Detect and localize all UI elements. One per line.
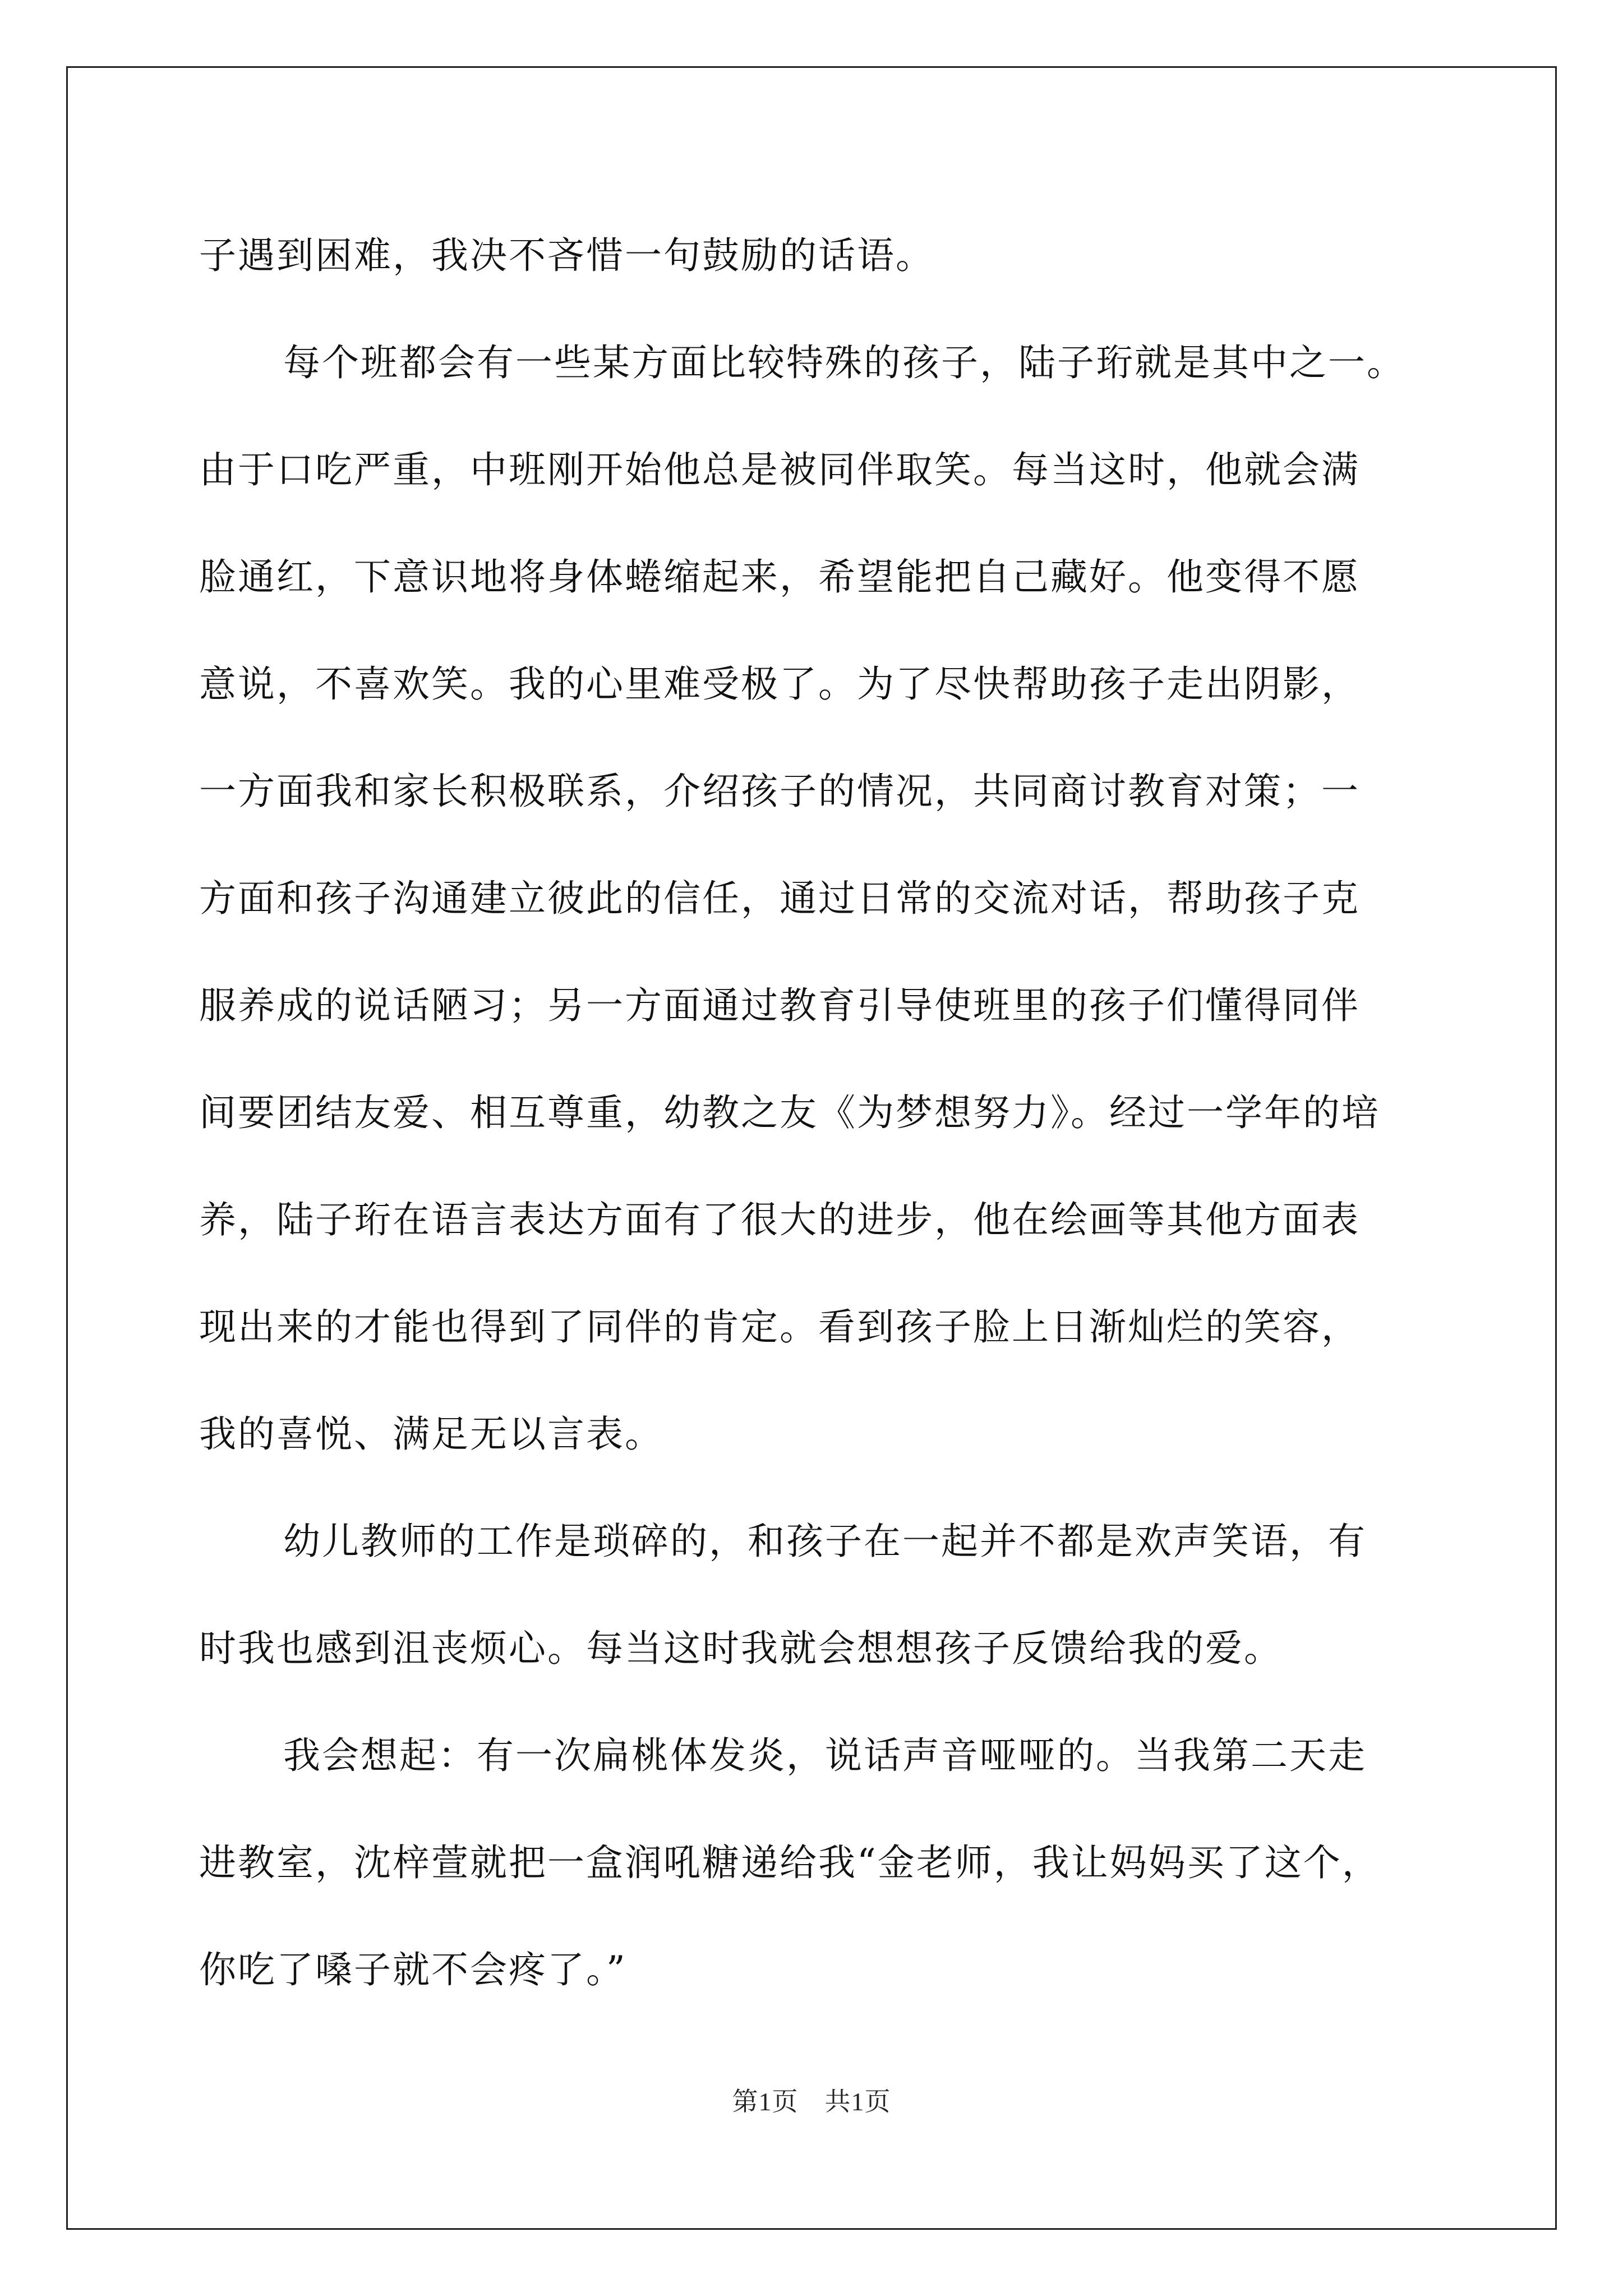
text-line: 方面和孩子沟通建立彼此的信任，通过日常的交流对话，帮助孩子克 <box>199 877 1360 920</box>
text-line: 意说，不喜欢笑。我的心里难受极了。为了尽快帮助孩子走出阴影， <box>199 662 1360 706</box>
text-line: 服养成的说话陋习；另一方面通过教育引导使班里的孩子们懂得同伴 <box>199 984 1360 1027</box>
text-line: 间要团结友爱、相互尊重，幼教之友《为梦想努力》。经过一学年的培 <box>199 1091 1380 1134</box>
text-line: 你吃了嗓子就不会疼了。” <box>199 1948 627 1991</box>
text-line: 我的喜悦、满足无以言表。 <box>199 1412 663 1456</box>
text-line: 子遇到困难，我决不吝惜一句鼓励的话语。 <box>199 234 934 277</box>
text-line: 脸通红，下意识地将身体蜷缩起来，希望能把自己藏好。他变得不愿 <box>199 555 1360 599</box>
text-line: 我会想起：有一次扁桃体发炎，说话声音哑哑的。当我第二天走 <box>283 1734 1367 1777</box>
text-line: 一方面我和家长积极联系，介绍孩子的情况，共同商讨教育对策；一 <box>199 770 1360 813</box>
page-number-footer: 第1页 共1页 <box>732 2087 891 2116</box>
text-line: 现出来的才能也得到了同伴的肯定。看到孩子脸上日渐灿烂的笑容， <box>199 1305 1360 1349</box>
text-line: 养，陆子珩在语言表达方面有了很大的进步，他在绘画等其他方面表 <box>199 1198 1360 1241</box>
text-line: 时我也感到沮丧烦心。每当这时我就会想想孩子反馈给我的爱。 <box>199 1627 1283 1670</box>
text-line: 进教室，沈梓萱就把一盒润吼糖递给我“金老师，我让妈妈买了这个， <box>199 1841 1381 1884</box>
text-line: 每个班都会有一些某方面比较特殊的孩子，陆子珩就是其中之一。 <box>283 341 1405 384</box>
text-line: 由于口吃严重，中班刚开始他总是被同伴取笑。每当这时，他就会满 <box>199 448 1360 491</box>
document-body <box>199 202 1433 2023</box>
text-line: 幼儿教师的工作是琐碎的，和孩子在一起并不都是欢声笑语，有 <box>283 1520 1367 1563</box>
